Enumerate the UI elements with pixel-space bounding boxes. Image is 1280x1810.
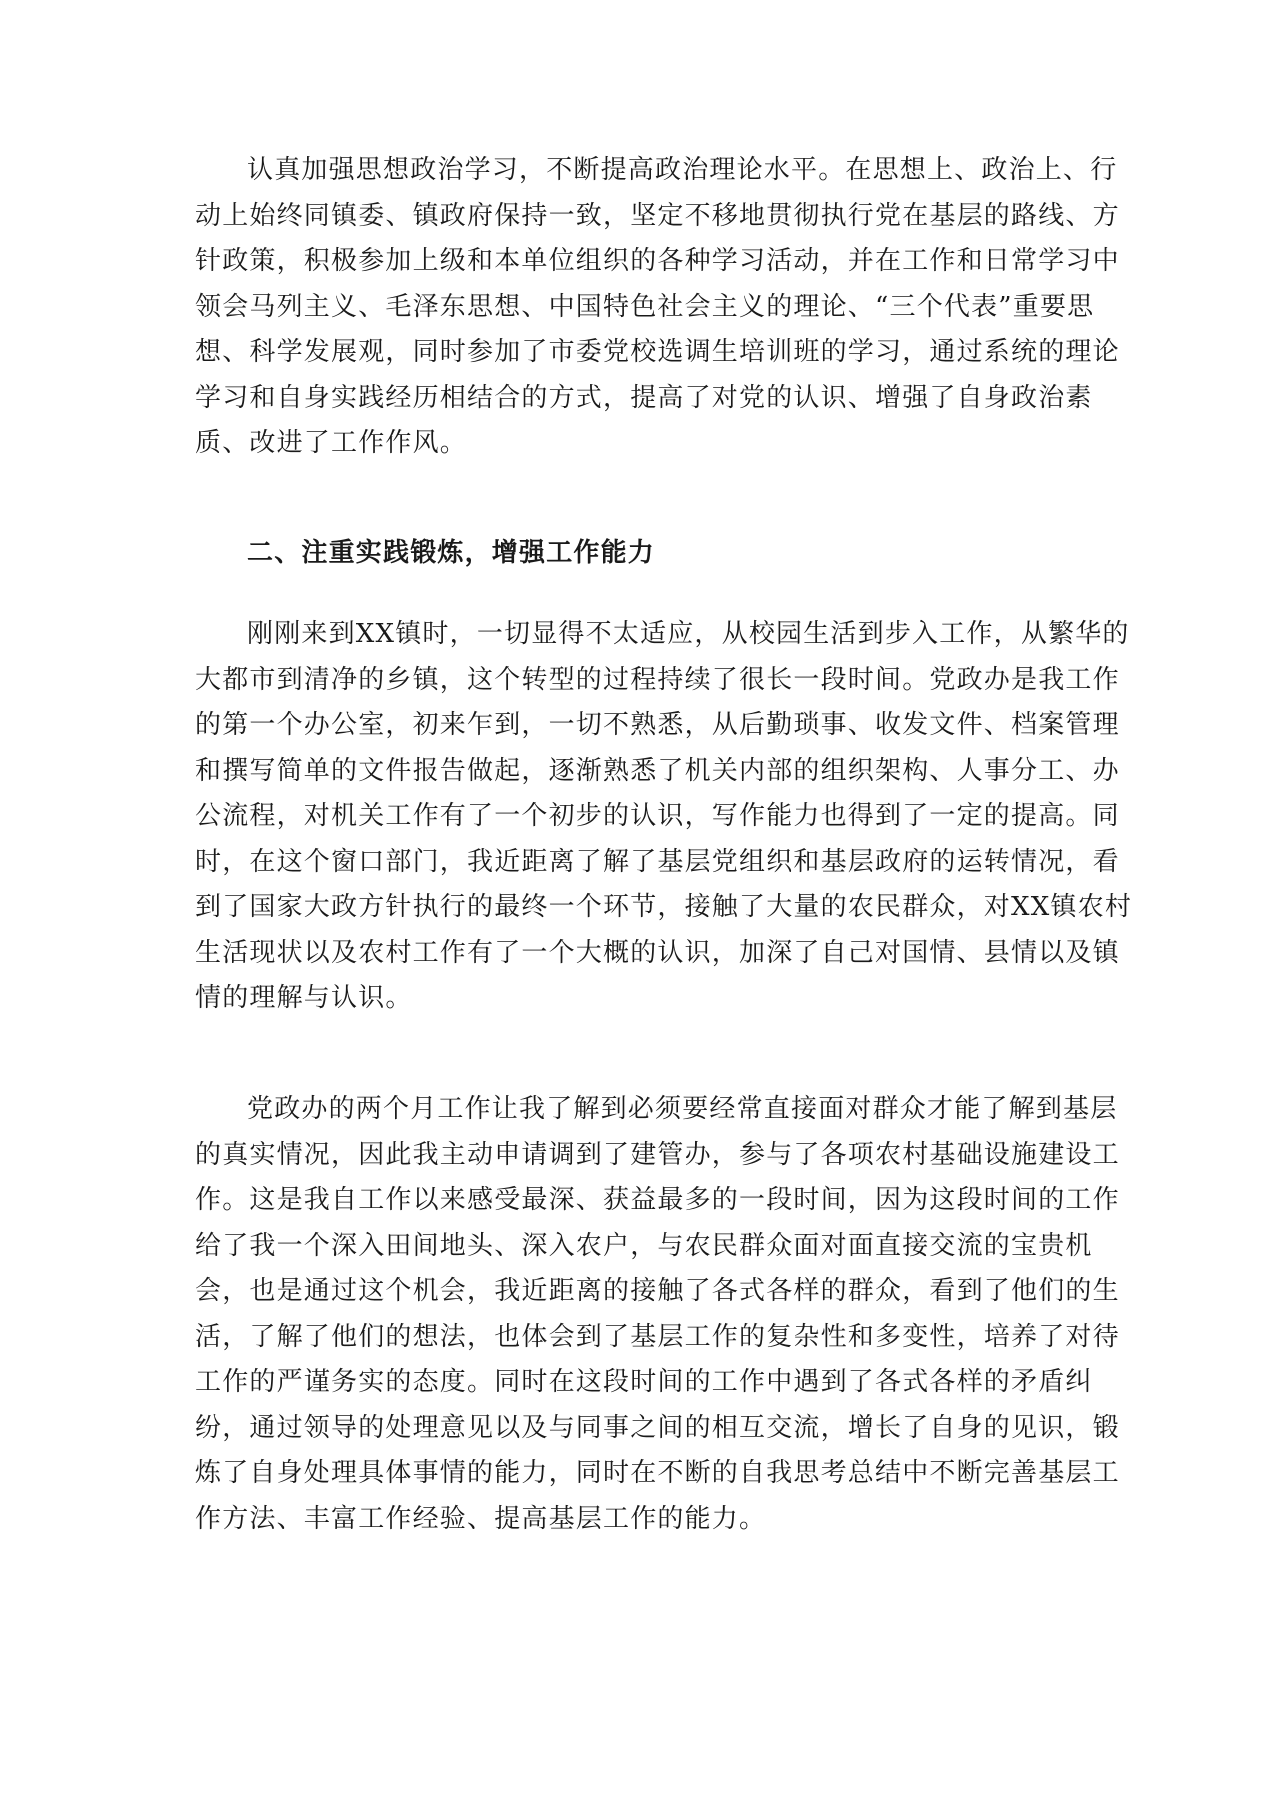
paragraph-line: 工作的严谨务实的态度。同时在这段时间的工作中遇到了各式各样的矛盾纠 — [195, 1367, 1093, 1397]
paragraph-political-study — [195, 148, 1120, 467]
paragraph-line: 领会马列主义、毛泽东思想、中国特色社会主义的理论、“三个代表”重要思 — [195, 291, 1095, 322]
paragraph-line: 刚刚来到XX镇时，一切显得不太适应，从校园生活到步入工作，从繁华的 — [247, 619, 1130, 649]
paragraph-party-office — [195, 612, 1133, 1022]
paragraph-line: 纷，通过领导的处理意见以及与同事之间的相互交流，增长了自身的见识，锻 — [195, 1412, 1120, 1443]
paragraph-line: 学习和自身实践经历相结合的方式，提高了对党的认识、增强了自身政治素 — [195, 382, 1093, 413]
paragraph-line: 大都市到清净的乡镇，这个转型的过程持续了很长一段时间。党政办是我工作 — [195, 664, 1120, 695]
paragraph-line: 情的理解与认识。 — [195, 983, 413, 1013]
paragraph-line: 认真加强思想政治学习，不断提高政治理论水平。在思想上、政治上、行 — [247, 155, 1118, 185]
paragraph-line: 质、改进了工作作风。 — [195, 428, 468, 458]
paragraph-line: 动上始终同镇委、镇政府保持一致，坚定不移地贯彻执行党在基层的路线、方 — [195, 200, 1120, 231]
paragraph-line: 会，也是通过这个机会，我近距离的接触了各式各样的群众，看到了他们的生 — [195, 1276, 1120, 1306]
paragraph-line: 作方法、丰富工作经验、提高基层工作的能力。 — [195, 1503, 767, 1534]
section-heading: 二、注重实践锻炼，增强工作能力 — [247, 538, 656, 568]
paragraph-line: 生活现状以及农村工作有了一个大概的认识，加深了自己对国情、县情以及镇 — [195, 937, 1120, 968]
paragraph-line: 和撰写简单的文件报告做起，逐渐熟悉了机关内部的组织架构、人事分工、办 — [195, 755, 1120, 786]
paragraph-line: 作。这是我自工作以来感受最深、获益最多的一段时间，因为这段时间的工作 — [195, 1185, 1120, 1215]
paragraph-line: 公流程，对机关工作有了一个初步的认识，写作能力也得到了一定的提高。同 — [195, 801, 1120, 831]
paragraph-line: 时，在这个窗口部门，我近距离了解了基层党组织和基层政府的运转情况，看 — [195, 846, 1120, 877]
paragraph-line: 想、科学发展观，同时参加了市委党校选调生培训班的学习，通过系统的理论 — [195, 337, 1120, 367]
paragraph-line: 活，了解了他们的想法，也体会到了基层工作的复杂性和多变性，培养了对待 — [195, 1321, 1120, 1352]
paragraph-line: 给了我一个深入田间地头、深入农户，与农民群众面对面直接交流的宝贵机 — [195, 1230, 1093, 1261]
paragraph-line: 的第一个办公室，初来乍到，一切不熟悉，从后勤琐事、收发文件、档案管理 — [195, 710, 1120, 740]
paragraph-line: 针政策，积极参加上级和本单位组织的各种学习活动，并在工作和日常学习中 — [195, 246, 1120, 276]
paragraph-construction-office — [195, 1087, 1120, 1542]
paragraph-line: 炼了自身处理具体事情的能力，同时在不断的自我思考总结中不断完善基层工 — [195, 1458, 1120, 1488]
paragraph-line: 的真实情况，因此我主动申请调到了建管办，参与了各项农村基础设施建设工 — [195, 1139, 1120, 1170]
paragraph-line: 到了国家大政方针执行的最终一个环节，接触了大量的农民群众，对XX镇农村 — [195, 892, 1133, 922]
paragraph-line: 党政办的两个月工作让我了解到必须要经常直接面对群众才能了解到基层 — [247, 1094, 1118, 1124]
